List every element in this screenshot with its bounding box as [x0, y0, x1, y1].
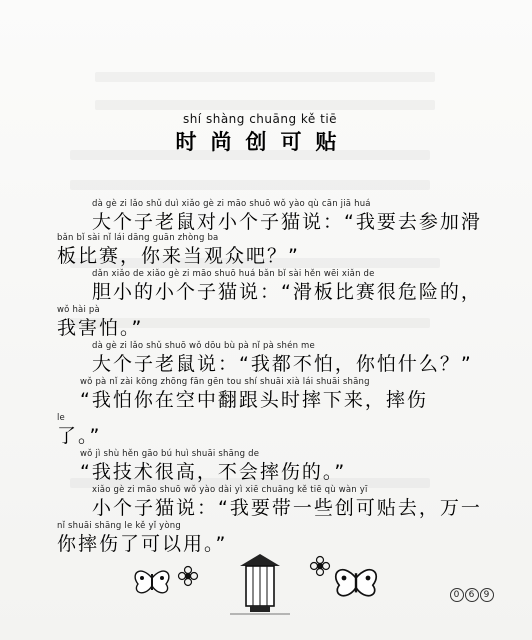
story-line — [92, 340, 473, 376]
story-line-pinyin: wǒ pà nǐ zài kōng zhōng fān gēn tou shí shuāi xià lái shuāi shāng — [80, 377, 370, 387]
story-line-text: 了。” — [57, 425, 102, 447]
story-title-pinyin: shí shàng chuāng kě tiē — [182, 112, 338, 126]
story-line-text: 胆小的小个子猫说：“滑板比赛很危险的， — [92, 281, 482, 303]
story-title: 时尚创可贴 — [175, 130, 351, 154]
page-number-digit: 6 — [465, 588, 479, 602]
story-line — [92, 484, 482, 520]
bleed-through-line — [95, 72, 435, 82]
bleed-through-line — [70, 180, 430, 190]
story-line-pinyin: dǎn xiǎo de xiǎo gè zi māo shuō huá bǎn bǐ sài hěn wēi xiǎn de — [92, 269, 375, 279]
story-line — [57, 232, 300, 268]
butterfly-icon — [135, 571, 169, 593]
story-line-text: 大个子老鼠对小个子猫说：“我要去参加滑 — [92, 211, 482, 233]
page-number-digit: 0 — [450, 588, 464, 602]
lantern-icon — [230, 554, 290, 614]
story-line-pinyin: xiǎo gè zi māo shuō wǒ yào dài yì xiē chuāng kě tiē qù wàn yī — [92, 485, 368, 495]
story-line-text: 你摔伤了可以用。” — [57, 533, 228, 555]
footer-decoration — [130, 548, 390, 618]
story-line-pinyin: wǒ hài pà — [57, 305, 100, 315]
story-line — [80, 376, 428, 412]
story-line — [92, 198, 482, 234]
flower-icon — [311, 557, 330, 576]
story-line-text: 大个子老鼠说：“我都不怕，你怕什么？” — [92, 353, 473, 375]
page-number-digit: 9 — [480, 588, 494, 602]
butterfly-icon — [336, 570, 377, 596]
story-line-text: “我技术很高，不会摔伤的。” — [80, 461, 347, 483]
bleed-through-line — [95, 100, 435, 110]
story-line-pinyin: le — [57, 413, 65, 423]
story-line-pinyin: dà gè zi lǎo shǔ duì xiǎo gè zi māo shuō wǒ yào qù cān jiā huá — [92, 199, 371, 209]
story-line-text: “我怕你在空中翻跟头时摔下来，摔伤 — [80, 389, 428, 411]
story-line — [57, 412, 101, 448]
story-line-text: 我害怕。” — [57, 317, 144, 339]
story-line — [92, 268, 482, 304]
story-line-pinyin: dà gè zi lǎo shǔ shuō wǒ dōu bù pà nǐ pà shén me — [92, 341, 315, 351]
story-line — [57, 304, 143, 340]
story-line-text: 板比赛，你来当观众吧？” — [57, 245, 300, 267]
story-line — [80, 448, 346, 484]
page-number — [449, 587, 494, 602]
story-title-block — [0, 112, 532, 156]
story-line-pinyin: nǐ shuāi shāng le kě yǐ yòng — [57, 521, 181, 531]
flower-icon — [179, 567, 198, 586]
story-line-pinyin: bǎn bǐ sài nǐ lái dāng guān zhòng ba — [57, 233, 219, 243]
story-line-pinyin: wǒ jì shù hěn gāo bú huì shuāi shāng de — [80, 449, 260, 459]
story-line-text: 小个子猫说：“我要带一些创可贴去，万一 — [92, 497, 482, 519]
